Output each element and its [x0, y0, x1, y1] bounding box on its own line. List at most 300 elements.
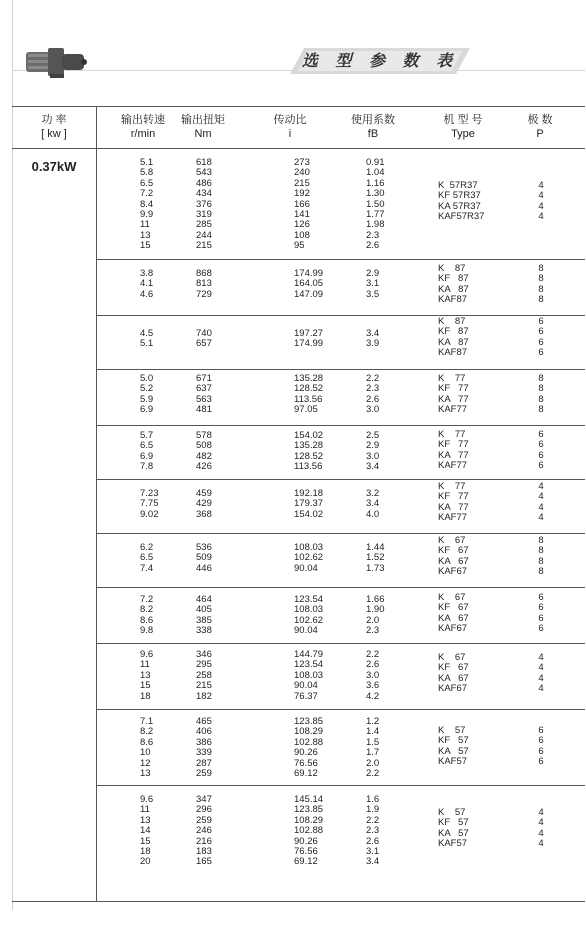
poles-cell: 8: [538, 273, 544, 285]
speed-cell: 7.1: [140, 716, 154, 727]
torque-column: [196, 595, 212, 637]
power-value: 0.37kW: [31, 159, 77, 174]
type-column: [438, 653, 498, 695]
poles-column: [531, 374, 551, 416]
service-factor-column: [366, 543, 385, 574]
torque-cell: 259: [196, 814, 212, 826]
ratio-cell: 76.37: [294, 690, 318, 702]
type-column: [438, 536, 498, 578]
ratio-column: [294, 374, 323, 416]
speed-column: [140, 650, 153, 702]
speed-cell: 18: [140, 845, 151, 857]
ratio-cell: 192: [294, 188, 310, 200]
type-column: [438, 374, 498, 416]
speed-cell: 8.4: [140, 198, 154, 210]
service-factor-column: [366, 795, 379, 868]
service-factor-cell: 2.3: [366, 383, 380, 395]
speed-cell: 15: [140, 680, 151, 692]
speed-cell: 13: [140, 229, 151, 241]
torque-cell: 868: [196, 268, 212, 279]
service-factor-cell: 3.1: [366, 845, 380, 857]
type-cell: KA 67: [438, 555, 469, 567]
speed-cell: 10: [140, 747, 151, 759]
poles-cell: 4: [538, 817, 544, 829]
type-cell: K 57R37: [438, 180, 478, 191]
service-factor-cell: 2.9: [366, 440, 380, 452]
poles-cell: 6: [538, 429, 544, 440]
ratio-cell: 174.99: [294, 338, 324, 350]
type-cell: KF 77: [438, 383, 469, 395]
ratio-cell: 108.03: [294, 669, 324, 681]
poles-cell: 6: [538, 602, 544, 614]
ratio-cell: 113.56: [294, 393, 323, 405]
type-column: [438, 593, 498, 635]
torque-column: [196, 158, 212, 252]
service-factor-cell: 1.6: [366, 794, 380, 805]
ratio-cell: 108.03: [294, 604, 324, 616]
type-cell: K 77: [438, 429, 466, 440]
ratio-cell: 135.28: [294, 373, 324, 384]
speed-cell: 13: [140, 814, 151, 826]
torque-cell: 165: [196, 856, 212, 868]
service-factor-cell: 1.90: [366, 604, 385, 616]
type-cell: KA 77: [438, 449, 469, 461]
table-group: [97, 369, 585, 426]
type-cell: KAF67: [438, 683, 468, 695]
type-cell: KF 67: [438, 662, 469, 674]
type-cell: KAF57: [438, 838, 468, 850]
torque-column: [196, 489, 212, 520]
ratio-cell: 154.02: [294, 430, 324, 441]
speed-cell: 15: [140, 240, 151, 252]
service-factor-cell: 3.5: [366, 288, 380, 300]
speed-column: [140, 431, 153, 473]
speed-cell: 6.5: [140, 552, 154, 564]
ratio-cell: 141: [294, 208, 310, 220]
torque-cell: 319: [196, 208, 212, 220]
speed-cell: 7.75: [140, 498, 159, 510]
poles-cell: 4: [538, 491, 544, 503]
speed-cell: 4.1: [140, 278, 154, 290]
speed-cell: 3.8: [140, 268, 154, 279]
torque-cell: 434: [196, 188, 212, 200]
service-factor-cell: 3.6: [366, 680, 380, 692]
type-cell: KF 87: [438, 273, 469, 285]
speed-cell: 15: [140, 835, 151, 847]
ratio-cell: 166: [294, 198, 310, 210]
speed-cell: 12: [140, 757, 151, 769]
torque-cell: 347: [196, 794, 212, 805]
ratio-column: [294, 489, 323, 520]
table-group: [97, 709, 585, 786]
ratio-cell: 240: [294, 167, 310, 179]
type-cell: KAF67: [438, 566, 468, 578]
service-factor-cell: 3.4: [366, 328, 380, 339]
torque-cell: 385: [196, 614, 212, 626]
torque-column: [196, 795, 212, 868]
torque-cell: 481: [196, 404, 212, 416]
col-speed: 输出转速 r/min: [121, 114, 165, 140]
ratio-cell: 147.09: [294, 288, 324, 300]
poles-column: [531, 482, 551, 524]
speed-cell: 7.2: [140, 594, 154, 605]
type-column: [438, 430, 498, 472]
type-cell: KAF67: [438, 623, 468, 635]
service-factor-cell: 0.91: [366, 157, 385, 168]
speed-cell: 9.9: [140, 208, 154, 220]
service-factor-cell: 3.1: [366, 278, 380, 290]
poles-cell: 8: [538, 383, 544, 395]
service-factor-column: [366, 158, 385, 252]
service-factor-cell: 1.5: [366, 736, 380, 748]
poles-cell: 6: [538, 439, 544, 451]
speed-column: [140, 158, 153, 252]
poles-column: [531, 808, 551, 850]
speed-cell: 5.7: [140, 430, 154, 441]
speed-cell: 5.1: [140, 157, 154, 168]
service-factor-cell: 1.66: [366, 594, 385, 605]
type-cell: KAF87: [438, 347, 468, 359]
ratio-cell: 145.14: [294, 794, 324, 805]
ratio-cell: 108.29: [294, 726, 324, 738]
table-group: [97, 643, 585, 710]
poles-cell: 6: [538, 756, 544, 768]
torque-cell: 183: [196, 845, 212, 857]
ratio-cell: 123.54: [294, 659, 324, 671]
torque-cell: 536: [196, 542, 212, 553]
torque-cell: 729: [196, 288, 212, 300]
service-factor-cell: 3.9: [366, 338, 380, 350]
service-factor-cell: 2.0: [366, 757, 380, 769]
ratio-cell: 123.85: [294, 716, 324, 727]
speed-cell: 7.23: [140, 488, 159, 499]
ratio-cell: 102.88: [294, 736, 324, 748]
torque-column: [196, 717, 212, 779]
table-group: [97, 149, 585, 260]
ratio-cell: 215: [294, 177, 310, 189]
torque-cell: 182: [196, 690, 212, 702]
type-cell: KF 67: [438, 602, 469, 614]
ratio-cell: 69.12: [294, 856, 318, 868]
type-cell: K 77: [438, 481, 466, 492]
type-cell: KF 77: [438, 491, 469, 503]
type-cell: KAF57: [438, 756, 468, 768]
torque-column: [196, 269, 212, 300]
torque-cell: 258: [196, 669, 212, 681]
torque-column: [196, 374, 212, 416]
service-factor-cell: 1.73: [366, 562, 385, 574]
speed-cell: 5.2: [140, 383, 154, 395]
type-column: [438, 726, 498, 768]
speed-cell: 6.9: [140, 404, 154, 416]
service-factor-cell: 3.4: [366, 498, 380, 510]
ratio-cell: 108.29: [294, 814, 324, 826]
poles-cell: 6: [538, 623, 544, 635]
torque-cell: 464: [196, 594, 212, 605]
torque-cell: 244: [196, 229, 212, 241]
service-factor-cell: 1.16: [366, 177, 385, 189]
table-group: [97, 425, 585, 480]
service-factor-cell: 2.9: [366, 268, 380, 279]
ratio-column: [294, 431, 323, 473]
speed-cell: 8.2: [140, 726, 154, 738]
ratio-cell: 192.18: [294, 488, 324, 499]
poles-cell: 8: [538, 263, 544, 274]
service-factor-cell: 1.77: [366, 208, 385, 220]
torque-cell: 406: [196, 726, 212, 738]
col-ratio: 传动比 i: [273, 114, 307, 140]
ratio-cell: 113.56: [294, 461, 323, 473]
ratio-column: [294, 595, 323, 637]
service-factor-cell: 4.0: [366, 508, 380, 520]
torque-cell: 543: [196, 167, 212, 179]
service-factor-cell: 2.2: [366, 814, 380, 826]
poles-cell: 4: [538, 838, 544, 850]
speed-cell: 5.1: [140, 338, 154, 350]
type-cell: KA 67: [438, 612, 469, 624]
service-factor-cell: 2.2: [366, 767, 380, 779]
type-cell: K 77: [438, 373, 466, 384]
type-cell: K 87: [438, 316, 466, 327]
speed-cell: 13: [140, 669, 151, 681]
ratio-column: [294, 717, 323, 779]
ratio-cell: 97.05: [294, 404, 318, 416]
speed-cell: 4.6: [140, 288, 154, 300]
speed-cell: 8.6: [140, 614, 154, 626]
torque-cell: 459: [196, 488, 212, 499]
torque-cell: 339: [196, 747, 212, 759]
poles-column: [531, 536, 551, 578]
type-cell: KA 57: [438, 827, 469, 839]
speed-cell: 7.8: [140, 461, 154, 473]
torque-column: [196, 543, 212, 574]
service-factor-cell: 1.52: [366, 552, 385, 564]
type-cell: KF 57R37: [438, 190, 481, 202]
type-cell: KAF57R37: [438, 211, 485, 223]
poles-cell: 4: [538, 807, 544, 818]
col-power: 功 率 [ kw ]: [41, 114, 67, 140]
poles-cell: 4: [538, 827, 544, 839]
ratio-cell: 197.27: [294, 328, 324, 339]
service-factor-cell: 1.4: [366, 726, 380, 738]
speed-column: [140, 595, 153, 637]
poles-cell: 8: [538, 373, 544, 384]
type-cell: KAF77: [438, 404, 468, 416]
speed-cell: 11: [140, 804, 150, 816]
speed-cell: 8.2: [140, 604, 154, 616]
poles-cell: 6: [538, 316, 544, 327]
torque-cell: 426: [196, 461, 212, 473]
type-column: [438, 181, 498, 223]
ratio-cell: 123.85: [294, 804, 324, 816]
service-factor-cell: 3.2: [366, 488, 380, 499]
torque-cell: 368: [196, 508, 212, 520]
speed-column: [140, 329, 153, 350]
type-cell: KA 67: [438, 672, 469, 684]
speed-cell: 5.8: [140, 167, 154, 179]
speed-cell: 11: [140, 659, 150, 671]
type-cell: KA 87: [438, 283, 469, 295]
poles-column: [531, 430, 551, 472]
ratio-column: [294, 650, 323, 702]
col-service-factor: 使用系数 fB: [351, 114, 395, 140]
speed-cell: 9.02: [140, 508, 159, 520]
service-factor-cell: 2.3: [366, 825, 380, 837]
poles-cell: 4: [538, 512, 544, 524]
service-factor-cell: 1.98: [366, 219, 385, 231]
torque-cell: 429: [196, 498, 212, 510]
type-cell: KA 77: [438, 501, 469, 513]
speed-cell: 13: [140, 767, 151, 779]
service-factor-column: [366, 329, 379, 350]
type-cell: KA 57: [438, 745, 469, 757]
ratio-cell: 154.02: [294, 508, 324, 520]
torque-cell: 637: [196, 383, 212, 395]
speed-cell: 7.4: [140, 562, 154, 574]
col-torque: 输出扭矩 Nm: [181, 114, 225, 140]
ratio-cell: 126: [294, 219, 310, 231]
torque-cell: 657: [196, 338, 212, 350]
torque-column: [196, 650, 212, 702]
service-factor-cell: 1.04: [366, 167, 385, 179]
service-factor-cell: 3.4: [366, 461, 380, 473]
type-cell: KA 77: [438, 393, 469, 405]
speed-cell: 6.5: [140, 440, 154, 452]
torque-cell: 376: [196, 198, 212, 210]
poles-cell: 6: [538, 735, 544, 747]
ratio-cell: 128.52: [294, 450, 324, 462]
speed-column: [140, 269, 153, 300]
torque-cell: 405: [196, 604, 212, 616]
service-factor-column: [366, 431, 379, 473]
service-factor-cell: 3.0: [366, 404, 380, 416]
poles-cell: 4: [538, 481, 544, 492]
ratio-cell: 95: [294, 240, 305, 252]
ratio-cell: 90.04: [294, 625, 318, 637]
speed-column: [140, 543, 153, 574]
torque-cell: 386: [196, 736, 212, 748]
poles-cell: 6: [538, 592, 544, 603]
type-cell: KA 87: [438, 336, 469, 348]
poles-cell: 4: [538, 672, 544, 684]
type-cell: KF 77: [438, 439, 469, 451]
poles-cell: 8: [538, 545, 544, 557]
poles-cell: 8: [538, 294, 544, 306]
ratio-cell: 108.03: [294, 542, 324, 553]
service-factor-cell: 2.6: [366, 659, 380, 671]
poles-cell: 6: [538, 725, 544, 736]
poles-column: [531, 181, 551, 223]
speed-cell: 9.6: [140, 794, 154, 805]
ratio-cell: 174.99: [294, 268, 324, 279]
service-factor-cell: 3.0: [366, 669, 380, 681]
poles-cell: 6: [538, 449, 544, 461]
ratio-cell: 102.62: [294, 552, 324, 564]
poles-cell: 8: [538, 555, 544, 567]
speed-cell: 6.9: [140, 450, 154, 462]
poles-cell: 4: [538, 662, 544, 674]
torque-cell: 578: [196, 430, 212, 441]
service-factor-cell: 2.3: [366, 625, 380, 637]
ratio-cell: 102.88: [294, 825, 324, 837]
service-factor-cell: 1.30: [366, 188, 385, 200]
speed-column: [140, 717, 153, 779]
poles-cell: 4: [538, 180, 544, 191]
parameter-table: [12, 106, 585, 902]
table-group: [97, 259, 585, 316]
gear-motor-logo: [24, 44, 88, 80]
torque-cell: 215: [196, 680, 212, 692]
ratio-cell: 144.79: [294, 649, 324, 660]
speed-cell: 5.9: [140, 393, 154, 405]
col-poles: 极 数 P: [527, 114, 553, 140]
ratio-cell: 90.26: [294, 835, 318, 847]
poles-cell: 6: [538, 460, 544, 472]
torque-cell: 813: [196, 278, 212, 290]
service-factor-cell: 2.6: [366, 393, 380, 405]
speed-cell: 4.5: [140, 328, 154, 339]
speed-cell: 7.2: [140, 188, 154, 200]
ratio-cell: 123.54: [294, 594, 324, 605]
poles-cell: 8: [538, 566, 544, 578]
ratio-cell: 179.37: [294, 498, 324, 510]
poles-cell: 8: [538, 535, 544, 546]
speed-cell: 6.2: [140, 542, 154, 553]
ratio-cell: 69.12: [294, 767, 318, 779]
poles-column: [531, 653, 551, 695]
ratio-cell: 90.04: [294, 562, 318, 574]
speed-cell: 9.6: [140, 649, 154, 660]
poles-cell: 4: [538, 200, 544, 212]
ratio-column: [294, 329, 323, 350]
poles-cell: 6: [538, 347, 544, 359]
type-cell: KF 87: [438, 326, 469, 338]
table-header: [12, 107, 585, 149]
type-column: [438, 317, 498, 359]
service-factor-cell: 2.6: [366, 835, 380, 847]
ratio-cell: 273: [294, 157, 310, 168]
ratio-cell: 102.62: [294, 614, 324, 626]
service-factor-column: [366, 374, 379, 416]
poles-column: [531, 264, 551, 306]
service-factor-cell: 3.4: [366, 856, 380, 868]
type-cell: KF 57: [438, 735, 469, 747]
torque-cell: 618: [196, 157, 212, 168]
speed-cell: 9.8: [140, 625, 154, 637]
poles-cell: 4: [538, 190, 544, 202]
service-factor-cell: 1.9: [366, 804, 380, 816]
service-factor-cell: 1.2: [366, 716, 380, 727]
poles-cell: 8: [538, 283, 544, 295]
service-factor-cell: 2.6: [366, 240, 380, 252]
type-cell: K 57: [438, 725, 466, 736]
speed-cell: 20: [140, 856, 151, 868]
service-factor-cell: 2.3: [366, 229, 380, 241]
service-factor-column: [366, 595, 385, 637]
ratio-cell: 135.28: [294, 440, 324, 452]
torque-cell: 346: [196, 649, 212, 660]
speed-cell: 11: [140, 219, 150, 231]
service-factor-column: [366, 489, 379, 520]
speed-column: [140, 795, 153, 868]
service-factor-column: [366, 650, 379, 702]
torque-cell: 215: [196, 240, 212, 252]
ratio-cell: 128.52: [294, 383, 324, 395]
torque-cell: 338: [196, 625, 212, 637]
type-column: [438, 482, 498, 524]
speed-cell: 18: [140, 690, 151, 702]
type-cell: K 87: [438, 263, 466, 274]
